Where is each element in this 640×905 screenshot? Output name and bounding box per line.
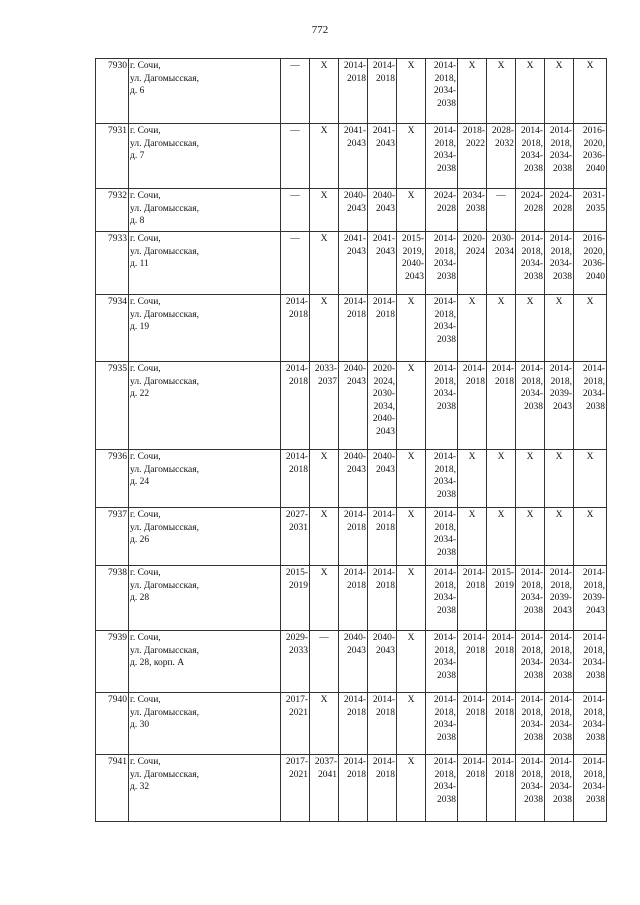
table-cell-period: 2015- 2019: [487, 566, 516, 631]
table-cell-period: 2018- 2022: [458, 124, 487, 189]
table-cell-period: 2014- 2018: [368, 508, 397, 566]
row-number: 7941: [96, 755, 129, 822]
table-cell-period: 2040- 2043: [339, 362, 368, 450]
table-cell-period: 2017- 2021: [281, 755, 310, 822]
address-cell: г. Сочи, ул. Дагомысская, д. 28, корп. А: [129, 631, 281, 693]
table-cell-period: 2041- 2043: [368, 232, 397, 295]
table-row: [96, 693, 607, 755]
table-cell-period: 2014- 2018: [339, 508, 368, 566]
table-cell-symbol: Х: [397, 124, 426, 189]
table-cell-period: 2014- 2018: [458, 755, 487, 822]
table-cell-symbol: —: [281, 59, 310, 124]
table-cell-symbol: Х: [397, 189, 426, 232]
table-cell-period: 2014- 2018: [281, 450, 310, 508]
table-cell-period: 2014- 2018: [368, 295, 397, 362]
table-cell-period: 2030- 2034: [487, 232, 516, 295]
table-cell-symbol: Х: [310, 124, 339, 189]
table-cell-period: 2014- 2018, 2034- 2038: [426, 566, 458, 631]
table-cell-period: 2014- 2018: [368, 566, 397, 631]
row-number: 7931: [96, 124, 129, 189]
row-number: 7939: [96, 631, 129, 693]
table-cell-symbol: Х: [397, 755, 426, 822]
address-cell: г. Сочи, ул. Дагомысская, д. 30: [129, 693, 281, 755]
table-cell-period: 2040- 2043: [339, 450, 368, 508]
table-cell-period: 2040- 2043: [368, 631, 397, 693]
table-cell-symbol: Х: [545, 295, 574, 362]
table-cell-symbol: Х: [545, 450, 574, 508]
table-row: [96, 232, 607, 295]
table-cell-symbol: Х: [310, 508, 339, 566]
table-cell-symbol: Х: [487, 59, 516, 124]
table-cell-symbol: Х: [458, 508, 487, 566]
table-cell-period: 2014- 2018: [368, 59, 397, 124]
table-cell-symbol: Х: [458, 59, 487, 124]
page-number: 772: [311, 24, 329, 36]
table-cell-period: 2014- 2018, 2034- 2038: [426, 631, 458, 693]
table-cell-period: 2014- 2018, 2034- 2038: [516, 693, 545, 755]
table-cell-symbol: Х: [487, 295, 516, 362]
table-cell-period: 2040- 2043: [339, 189, 368, 232]
table-cell-period: 2014- 2018, 2034- 2038: [426, 755, 458, 822]
table-cell-period: 2014- 2018, 2034- 2038: [516, 631, 545, 693]
table-cell-symbol: —: [310, 631, 339, 693]
table-cell-symbol: Х: [458, 295, 487, 362]
table-cell-period: 2014- 2018, 2034- 2038: [574, 631, 607, 693]
table-cell-period: 2014- 2018, 2034- 2038: [426, 693, 458, 755]
table-cell-period: 2040- 2043: [368, 189, 397, 232]
table-cell-period: 2015- 2019, 2040- 2043: [397, 232, 426, 295]
table-cell-period: 2014- 2018, 2034- 2038: [574, 693, 607, 755]
table-cell-symbol: Х: [397, 295, 426, 362]
table-cell-period: 2016- 2020, 2036- 2040: [574, 232, 607, 295]
table-cell-period: 2014- 2018: [458, 631, 487, 693]
table-cell-symbol: Х: [516, 508, 545, 566]
table-cell-period: 2014- 2018, 2034- 2038: [426, 295, 458, 362]
table-cell-period: 2041- 2043: [368, 124, 397, 189]
table-cell-period: 2014- 2018, 2034- 2038: [426, 124, 458, 189]
table-cell-period: 2040- 2043: [339, 631, 368, 693]
table-cell-period: 2014- 2018: [339, 755, 368, 822]
table-cell-period: 2014- 2018, 2034- 2038: [516, 232, 545, 295]
table-cell-period: 2014- 2018, 2034- 2038: [516, 566, 545, 631]
table-cell-symbol: Х: [397, 59, 426, 124]
table-cell-period: 2014- 2018, 2034- 2038: [426, 450, 458, 508]
table-row: [96, 755, 607, 822]
schedule-table: [95, 58, 607, 822]
table-cell-period: 2037- 2041: [310, 755, 339, 822]
table-cell-period: 2014- 2018: [339, 59, 368, 124]
table-cell-symbol: Х: [310, 450, 339, 508]
table-cell-period: 2014- 2018, 2034- 2038: [426, 59, 458, 124]
table-cell-period: 2014- 2018, 2034- 2038: [426, 508, 458, 566]
table-cell-period: 2014- 2018: [458, 566, 487, 631]
row-number: 7937: [96, 508, 129, 566]
table-cell-period: 2020- 2024, 2030- 2034, 2040- 2043: [368, 362, 397, 450]
table-cell-period: 2014- 2018: [339, 295, 368, 362]
table-cell-period: 2020- 2024: [458, 232, 487, 295]
table-cell-symbol: Х: [310, 59, 339, 124]
table-cell-period: 2014- 2018: [281, 362, 310, 450]
table-cell-period: 2014- 2018: [368, 693, 397, 755]
table-cell-period: 2014- 2018, 2039- 2043: [574, 566, 607, 631]
table-row: [96, 566, 607, 631]
table-cell-period: 2024- 2028: [516, 189, 545, 232]
table-cell-period: 2014- 2018: [458, 693, 487, 755]
table-cell-period: 2014- 2018, 2039- 2043: [545, 362, 574, 450]
table-cell-symbol: Х: [397, 362, 426, 450]
table-cell-period: 2029- 2033: [281, 631, 310, 693]
table-cell-period: 2031- 2035: [574, 189, 607, 232]
table-cell-period: 2014- 2018, 2034- 2038: [426, 362, 458, 450]
row-number: 7940: [96, 693, 129, 755]
address-cell: г. Сочи, ул. Дагомысская, д. 6: [129, 59, 281, 124]
table-cell-period: 2014- 2018, 2034- 2038: [545, 232, 574, 295]
table-cell-symbol: Х: [310, 693, 339, 755]
table-cell-period: 2014- 2018, 2034- 2038: [574, 362, 607, 450]
table-cell-period: 2014- 2018, 2034- 2038: [516, 124, 545, 189]
table-row: [96, 189, 607, 232]
table-cell-symbol: —: [281, 232, 310, 295]
table-cell-period: 2014- 2018: [368, 755, 397, 822]
address-cell: г. Сочи, ул. Дагомысская, д. 26: [129, 508, 281, 566]
table-cell-period: 2014- 2018: [487, 631, 516, 693]
table-cell-period: 2014- 2018: [487, 755, 516, 822]
table-row: [96, 508, 607, 566]
table-cell-period: 2028- 2032: [487, 124, 516, 189]
table-cell-symbol: —: [487, 189, 516, 232]
row-number: 7938: [96, 566, 129, 631]
table-row: [96, 450, 607, 508]
table-cell-symbol: Х: [545, 59, 574, 124]
table-row: [96, 295, 607, 362]
table-cell-period: 2014- 2018, 2034- 2038: [545, 693, 574, 755]
table-cell-symbol: Х: [310, 295, 339, 362]
table-cell-period: 2015- 2019: [281, 566, 310, 631]
address-cell: г. Сочи, ул. Дагомысская, д. 22: [129, 362, 281, 450]
table-cell-period: 2014- 2018: [281, 295, 310, 362]
row-number: 7936: [96, 450, 129, 508]
table-cell-period: 2014- 2018: [339, 566, 368, 631]
table-cell-period: 2014- 2018, 2034- 2038: [574, 755, 607, 822]
row-number: 7935: [96, 362, 129, 450]
row-number: 7930: [96, 59, 129, 124]
table-row: [96, 362, 607, 450]
row-number: 7932: [96, 189, 129, 232]
table-cell-period: 2041- 2043: [339, 232, 368, 295]
table-cell-symbol: Х: [397, 631, 426, 693]
table-cell-period: 2014- 2018, 2034- 2038: [516, 362, 545, 450]
table-cell-period: 2014- 2018, 2034- 2038: [545, 631, 574, 693]
row-number: 7933: [96, 232, 129, 295]
table-cell-symbol: Х: [574, 59, 607, 124]
table-cell-symbol: Х: [310, 566, 339, 631]
table-cell-symbol: Х: [397, 693, 426, 755]
table-cell-period: 2024- 2028: [426, 189, 458, 232]
table-cell-symbol: Х: [310, 232, 339, 295]
table-cell-symbol: Х: [458, 450, 487, 508]
table-cell-period: 2014- 2018, 2039- 2043: [545, 566, 574, 631]
table-cell-symbol: Х: [397, 450, 426, 508]
table-cell-period: 2014- 2018: [487, 693, 516, 755]
address-cell: г. Сочи, ул. Дагомысская, д. 19: [129, 295, 281, 362]
row-number: 7934: [96, 295, 129, 362]
table-cell-symbol: Х: [487, 508, 516, 566]
table-cell-symbol: Х: [545, 508, 574, 566]
table-cell-period: 2016- 2020, 2036- 2040: [574, 124, 607, 189]
table-cell-symbol: Х: [397, 566, 426, 631]
table-cell-period: 2014- 2018: [487, 362, 516, 450]
table-cell-period: 2014- 2018: [458, 362, 487, 450]
table-cell-symbol: Х: [574, 295, 607, 362]
address-cell: г. Сочи, ул. Дагомысская, д. 24: [129, 450, 281, 508]
table-cell-period: 2027- 2031: [281, 508, 310, 566]
table-cell-symbol: Х: [487, 450, 516, 508]
table-cell-symbol: Х: [310, 189, 339, 232]
table-cell-symbol: Х: [574, 508, 607, 566]
table-cell-period: 2014- 2018, 2034- 2038: [426, 232, 458, 295]
table-row: [96, 124, 607, 189]
table-row: [96, 631, 607, 693]
table-cell-period: 2024- 2028: [545, 189, 574, 232]
address-cell: г. Сочи, ул. Дагомысская, д. 28: [129, 566, 281, 631]
table-cell-symbol: Х: [516, 59, 545, 124]
table-cell-period: 2014- 2018, 2034- 2038: [545, 124, 574, 189]
table-cell-symbol: —: [281, 124, 310, 189]
table-cell-period: 2034- 2038: [458, 189, 487, 232]
table-row: [96, 59, 607, 124]
table-cell-symbol: Х: [516, 450, 545, 508]
table-cell-period: 2014- 2018: [339, 693, 368, 755]
address-cell: г. Сочи, ул. Дагомысская, д. 8: [129, 189, 281, 232]
table-cell-symbol: —: [281, 189, 310, 232]
address-cell: г. Сочи, ул. Дагомысская, д. 11: [129, 232, 281, 295]
table-cell-symbol: Х: [574, 450, 607, 508]
table-cell-symbol: Х: [516, 295, 545, 362]
table-cell-period: 2014- 2018, 2034- 2038: [545, 755, 574, 822]
table-cell-symbol: Х: [397, 508, 426, 566]
address-cell: г. Сочи, ул. Дагомысская, д. 32: [129, 755, 281, 822]
table-cell-period: 2041- 2043: [339, 124, 368, 189]
table-body: [96, 59, 607, 822]
address-cell: г. Сочи, ул. Дагомысская, д. 7: [129, 124, 281, 189]
table-cell-period: 2040- 2043: [368, 450, 397, 508]
table-cell-period: 2033- 2037: [310, 362, 339, 450]
table-cell-period: 2014- 2018, 2034- 2038: [516, 755, 545, 822]
table-cell-period: 2017- 2021: [281, 693, 310, 755]
